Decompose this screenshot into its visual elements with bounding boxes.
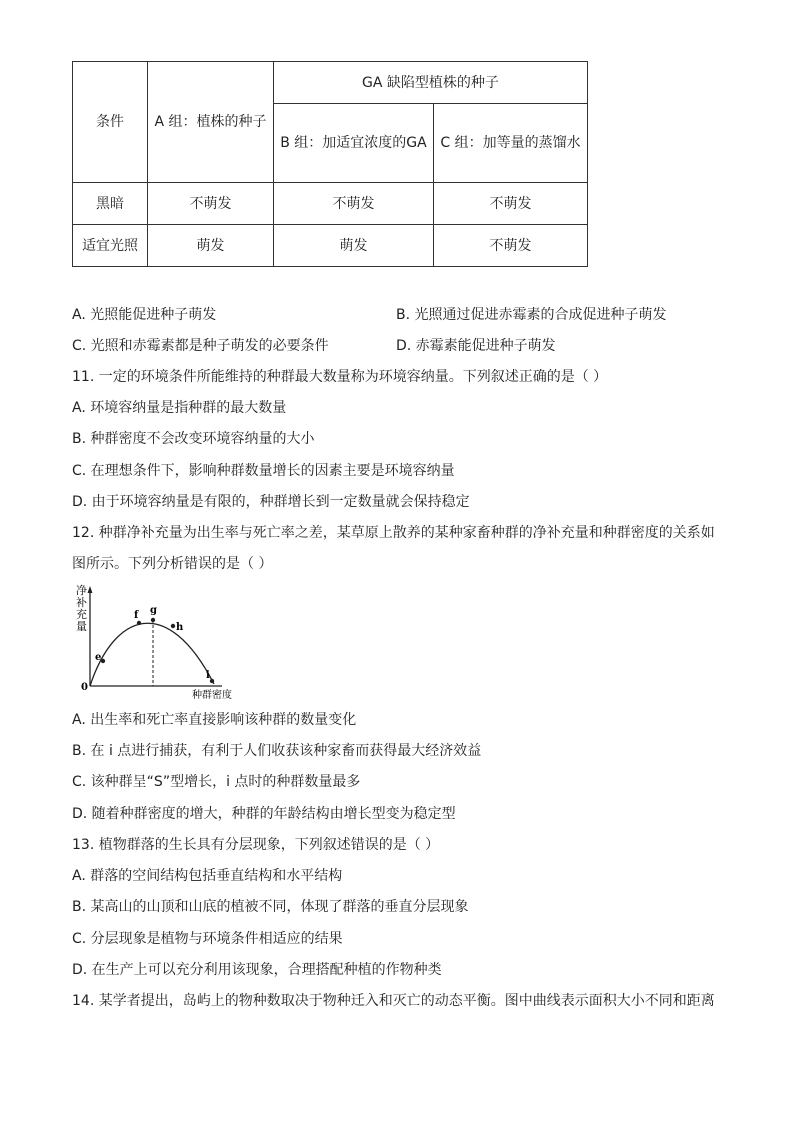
recruitment-curve <box>90 623 214 686</box>
q11-option-c: C. 在理想条件下，影响种群数量增长的因素主要是环境容纳量 <box>72 463 455 479</box>
q12-option-a: A. 出生率和死亡率直接影响该种群的数量变化 <box>72 712 357 728</box>
q13-option-a: A. 群落的空间结构包括垂直结构和水平结构 <box>72 868 343 884</box>
q14-stem: 14. 某学者提出，岛屿上的物种数取决于物种迁入和灭亡的动态平衡。图中曲线表示面积大小不同和距离 <box>72 993 715 1009</box>
net-recruitment-graph <box>72 583 252 703</box>
q12-stem-line-1: 12. 种群净补充量为出生率与死亡率之差，某草原上散养的某种家畜种群的净补充量和种群密度的关系如 <box>72 525 715 541</box>
q10-option-c: C. 光照和赤霉素都是种子萌发的必要条件 <box>72 338 329 354</box>
table-header-group-c: C 组：加等量的蒸馏水 <box>434 104 588 183</box>
experiment-table <box>72 61 588 267</box>
q12-option-b: B. 在 i 点进行捕获，有利于人们收获该种家畜而获得最大经济效益 <box>72 743 482 759</box>
point-label-g: g <box>150 605 157 616</box>
q11-option-d: D. 由于环境容纳量是有限的，种群增长到一定数量就会保持稳定 <box>72 494 470 510</box>
table-cell-a: 萌发 <box>148 225 274 267</box>
table-cell-b: 不萌发 <box>274 183 434 225</box>
q13-option-d: D. 在生产上可以充分利用该现象，合理搭配种植的作物种类 <box>72 962 442 978</box>
y-axis-arrow <box>88 586 93 593</box>
point-label-i: i <box>206 670 210 681</box>
point-f <box>137 621 141 625</box>
q10-option-d: D. 赤霉素能促进种子萌发 <box>396 338 556 354</box>
table-header-condition: 条件 <box>73 62 148 183</box>
table-cell-c: 不萌发 <box>434 225 588 267</box>
q12-option-d: D. 随着种群密度的增大，种群的年龄结构由增长型变为稳定型 <box>72 806 456 822</box>
table-cell-b: 萌发 <box>274 225 434 267</box>
q11-option-b: B. 种群密度不会改变环境容纳量的大小 <box>72 431 315 447</box>
origin-label: 0 <box>81 682 88 693</box>
q10-option-b: B. 光照通过促进赤霉素的合成促进种子萌发 <box>396 307 667 323</box>
table-header-group-b: B 组：加适宜浓度的GA <box>274 104 434 183</box>
q13-option-c: C. 分层现象是植物与环境条件相适应的结果 <box>72 931 343 947</box>
point-e <box>101 659 105 663</box>
q13-stem: 13. 植物群落的生长具有分层现象，下列叙述错误的是（ ） <box>72 837 440 853</box>
q13-option-b: B. 某高山的山顶和山底的植被不同，体现了群落的垂直分层现象 <box>72 899 469 915</box>
x-axis-label: 种群密度 <box>192 690 232 701</box>
table-header-group-a: A 组：植株的种子 <box>148 62 274 183</box>
y-axis-label-char-3: 充 <box>76 608 87 621</box>
point-i <box>210 679 214 683</box>
point-label-f: f <box>134 610 139 621</box>
table-cell-c: 不萌发 <box>434 183 588 225</box>
point-label-e: e <box>95 652 102 663</box>
point-label-h: h <box>176 622 184 633</box>
y-axis-label-char-1: 净 <box>76 584 87 597</box>
table-row <box>73 225 588 267</box>
table-row <box>73 183 588 225</box>
q11-option-a: A. 环境容纳量是指种群的最大数量 <box>72 400 287 416</box>
q12-option-c: C. 该种群呈“S”型增长，i 点时的种群数量最多 <box>72 774 361 790</box>
table-cell-a: 不萌发 <box>148 183 274 225</box>
point-g <box>151 618 155 622</box>
q12-stem-line-2: 图所示。下列分析错误的是（ ） <box>72 556 273 572</box>
y-axis-label-char-2: 补 <box>76 596 87 609</box>
q11-stem: 11. 一定的环境条件所能维持的种群最大数量称为环境容纳量。下列叙述正确的是（ ） <box>72 369 608 385</box>
table-cell-condition: 适宜光照 <box>73 225 148 267</box>
point-h <box>171 624 175 628</box>
y-axis-label-char-4: 量 <box>76 620 87 633</box>
q10-option-a: A. 光照能促进种子萌发 <box>72 307 217 323</box>
table-cell-condition: 黑暗 <box>73 183 148 225</box>
table-header-ga-deficient: GA 缺陷型植株的种子 <box>274 62 588 104</box>
